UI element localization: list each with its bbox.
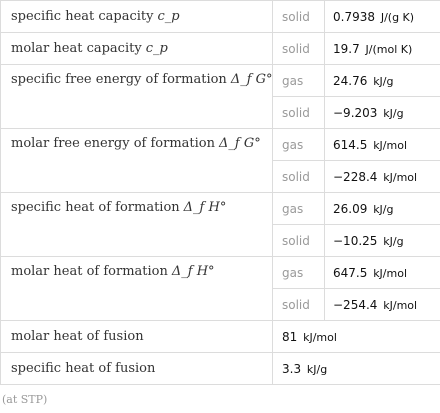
- property-value: −254.4 kJ/mol: [325, 289, 440, 321]
- property-value: 81 kJ/mol: [273, 321, 440, 353]
- property-name: molar heat of fusion: [1, 321, 273, 353]
- phase-label: gas: [273, 65, 325, 97]
- property-name: molar heat capacity c_p: [1, 33, 273, 65]
- phase-label: solid: [273, 97, 325, 129]
- property-name: specific heat of formation Δ_f H°: [1, 193, 273, 257]
- property-value: 647.5 kJ/mol: [325, 257, 440, 289]
- property-value: −228.4 kJ/mol: [325, 161, 440, 193]
- property-value: 614.5 kJ/mol: [325, 129, 440, 161]
- phase-label: solid: [273, 33, 325, 65]
- phase-label: solid: [273, 289, 325, 321]
- table-row: [1, 65, 440, 97]
- property-name: specific free energy of formation Δ_f G°: [1, 65, 273, 129]
- footnote: (at STP): [2, 393, 48, 406]
- phase-label: gas: [273, 129, 325, 161]
- table-row: [1, 1, 440, 33]
- table-row: [1, 257, 440, 289]
- table-row: [1, 193, 440, 225]
- table-row: [1, 33, 440, 65]
- property-name: molar heat of formation Δ_f H°: [1, 257, 273, 321]
- property-name: molar free energy of formation Δ_f G°: [1, 129, 273, 193]
- table-row: [1, 353, 440, 385]
- property-value: 26.09 kJ/g: [325, 193, 440, 225]
- property-value: −9.203 kJ/g: [325, 97, 440, 129]
- phase-label: solid: [273, 1, 325, 33]
- property-value: 24.76 kJ/g: [325, 65, 440, 97]
- property-value: −10.25 kJ/g: [325, 225, 440, 257]
- property-name: specific heat of fusion: [1, 353, 273, 385]
- phase-label: solid: [273, 161, 325, 193]
- table-row: [1, 129, 440, 161]
- property-value: 19.7 J/(mol K): [325, 33, 440, 65]
- property-value: 3.3 kJ/g: [273, 353, 440, 385]
- phase-label: gas: [273, 193, 325, 225]
- property-value: 0.7938 J/(g K): [325, 1, 440, 33]
- table-row: [1, 321, 440, 353]
- property-name: specific heat capacity c_p: [1, 1, 273, 33]
- phase-label: solid: [273, 225, 325, 257]
- phase-label: gas: [273, 257, 325, 289]
